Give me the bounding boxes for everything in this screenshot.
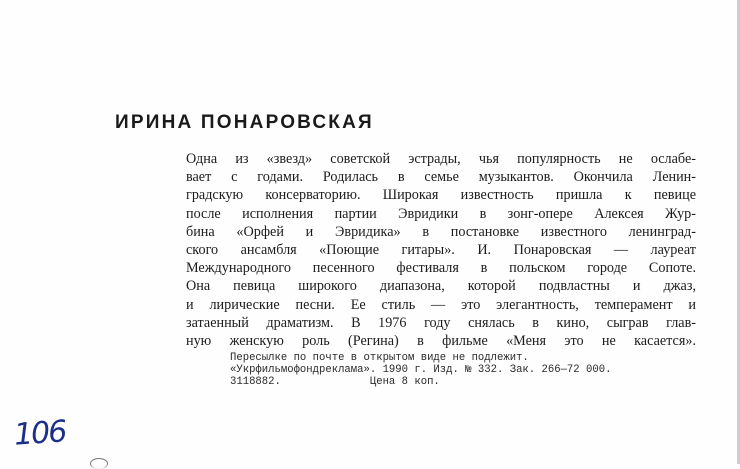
- biography-line: ского ансамбля «Поющие гитары». И. Понаровская — лауреат: [186, 241, 696, 258]
- handwritten-number: 106: [12, 414, 67, 453]
- artist-name-heading: ИРИНА ПОНАРОВСКАЯ: [115, 112, 374, 133]
- imprint-publisher: «Укрфильмофондреклама». 1990 г. Изд. № 332. Зак. 266—72 000.: [230, 364, 612, 377]
- biography-line: вает с годами. Родилась в семье музыкантов. Окончила Ленин-: [186, 169, 696, 186]
- biography-line: после исполнения партии Эвридики в зонг-опере Алексея Жур-: [186, 205, 696, 222]
- biography-line: затаенный драматизм. В 1976 году снялась в кино, сыграв глав-: [186, 314, 696, 331]
- biography-text: [186, 150, 696, 350]
- biography-line: градскую консерваторию. Широкая известность пришла к певице: [186, 187, 696, 204]
- biography-line: Международного песенного фестиваля в польском городе Сопоте.: [186, 260, 696, 277]
- publisher-imprint: [230, 352, 670, 389]
- imprint-postal-note: Пересылке по почте в открытом виде не подлежит.: [230, 352, 529, 364]
- biography-line: и лирические песни. Ее стиль — это элегантность, темперамент и: [186, 296, 696, 313]
- biography-line: Она певица широкого диапазона, которой подвластны и джаз,: [186, 278, 696, 295]
- biography-line: бина «Орфей и Эвридика» в постановке известного ленинград-: [186, 223, 696, 240]
- imprint-price: 3118882. Цена 8 коп.: [230, 376, 440, 389]
- biography-line: Одна из «звезд» советской эстрады, чья популярность не ослабе-: [186, 151, 696, 167]
- biography-line: ную женскую роль (Регина) в фильме «Меня это не касается».: [186, 332, 696, 349]
